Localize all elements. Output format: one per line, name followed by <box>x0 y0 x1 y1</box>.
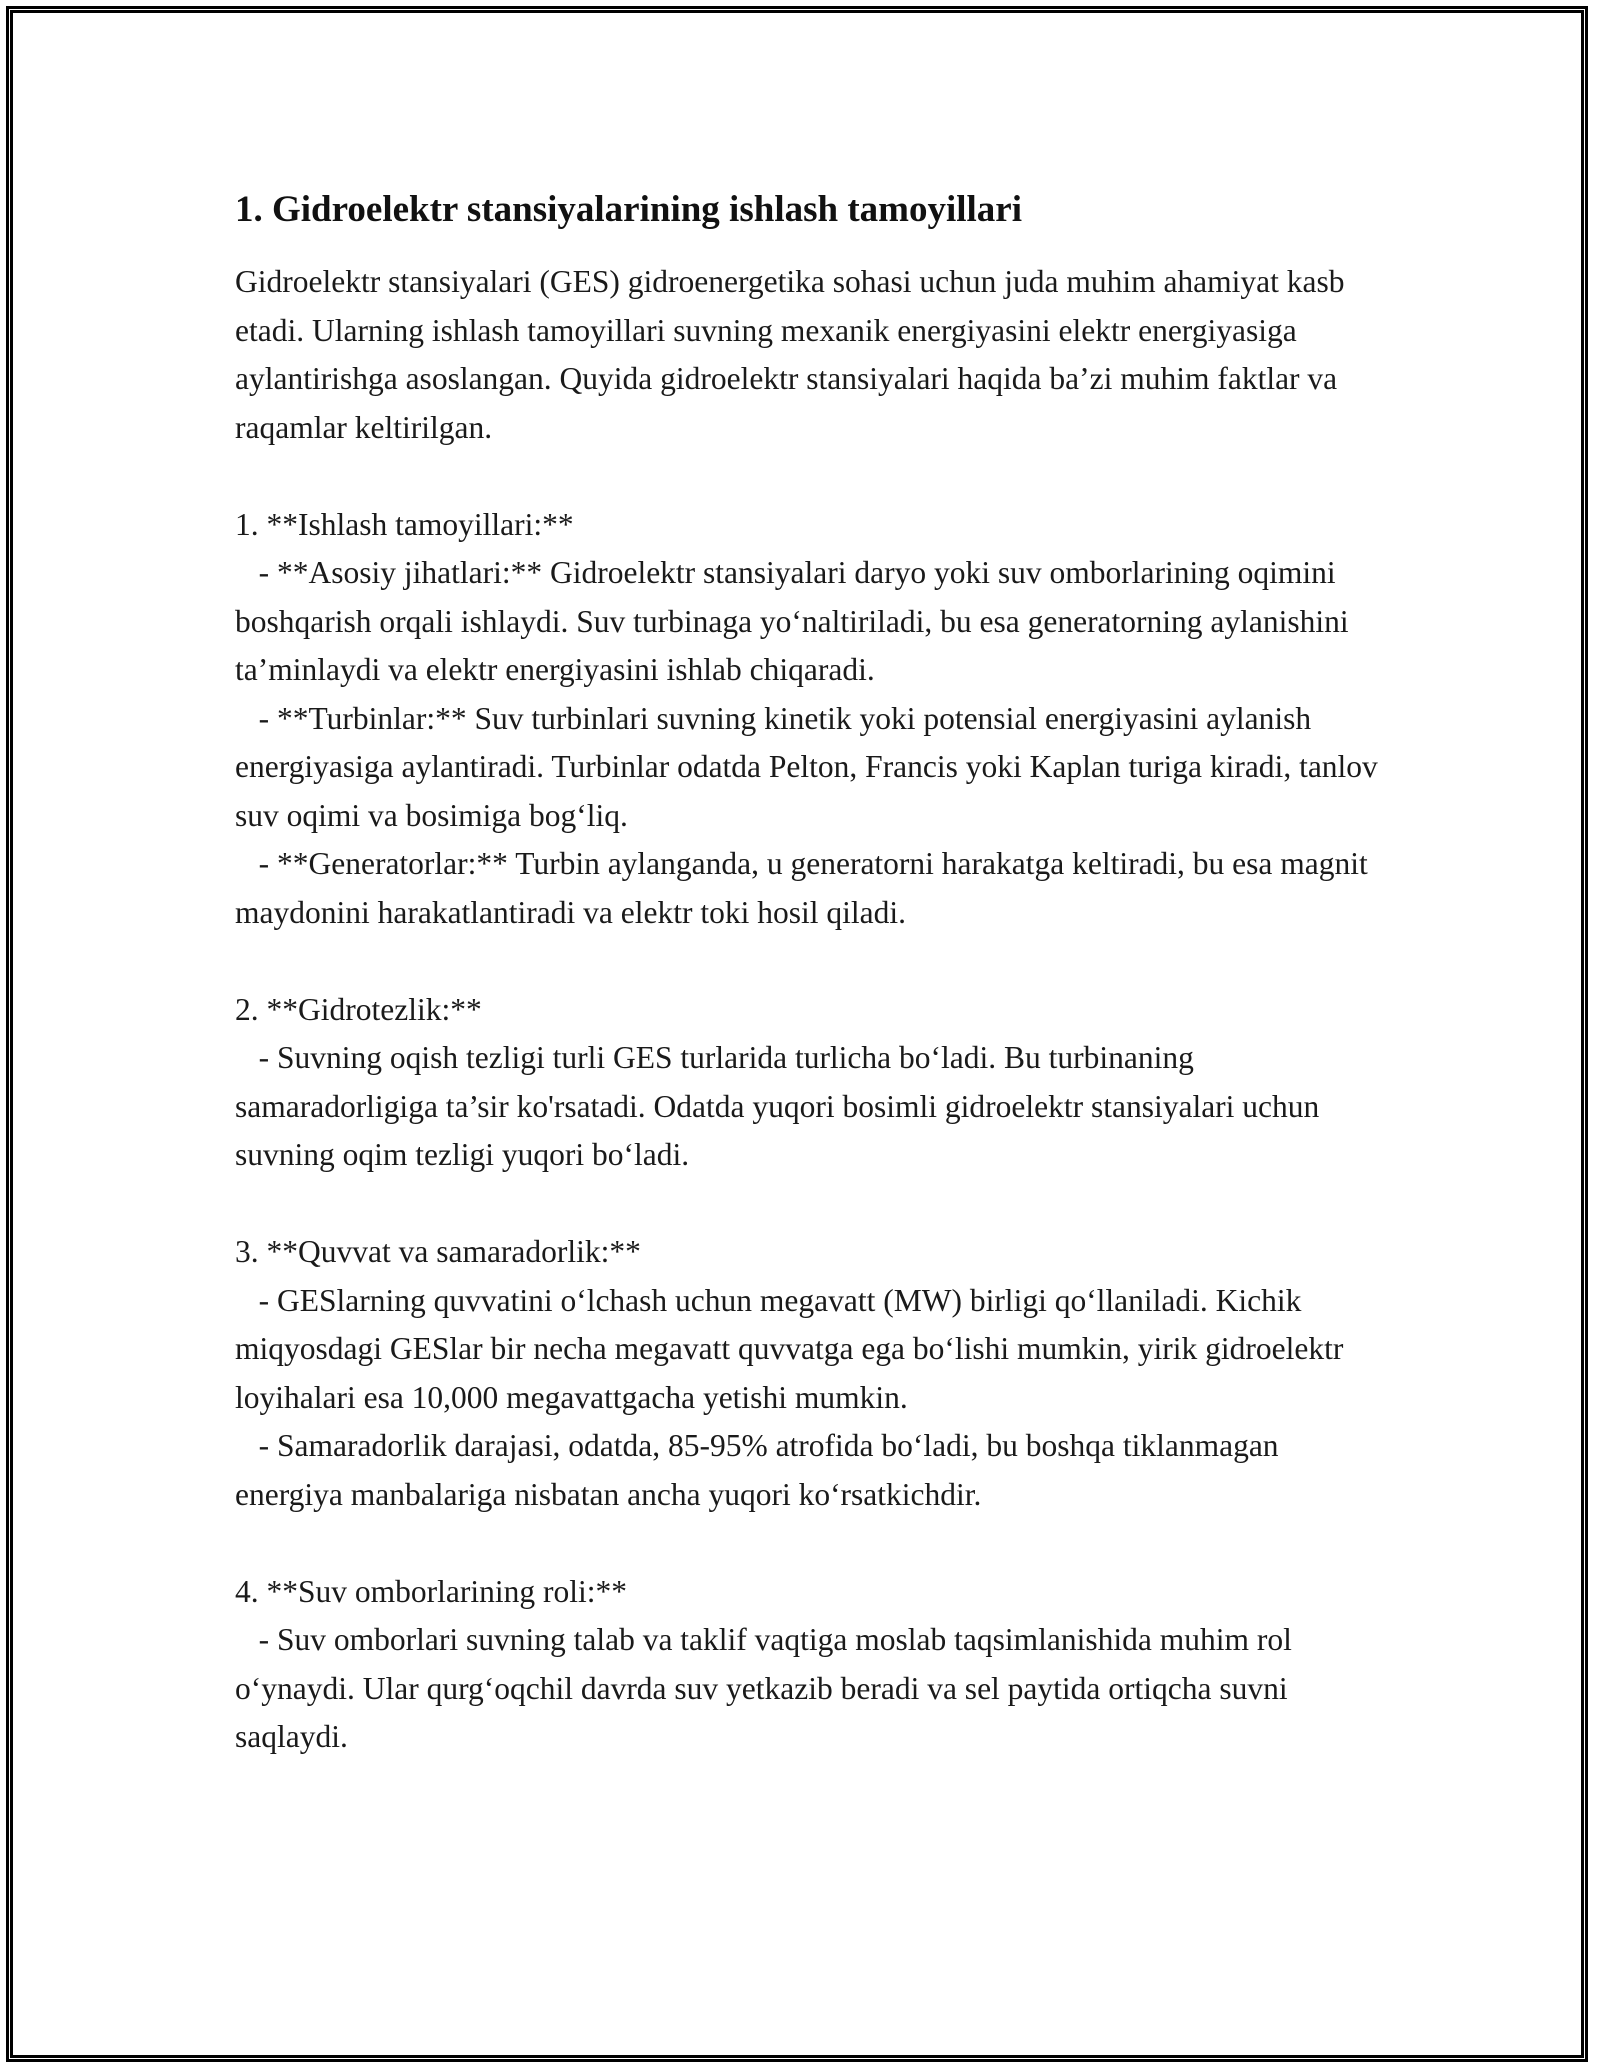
section-heading: 1. **Ishlash tamoyillari:** <box>235 506 574 542</box>
section-2 <box>235 986 1385 1180</box>
section-item: - GESlarning quvvatini o‘lchash uchun megavatt (MW) birligi qo‘llaniladi. Kichik miqyosdagi GESlar bir necha megavatt quvvatga ega bo‘lishi mumkin, yirik gidroelektr loyihalari esa 10,000 megavattgacha yetishi mumkin. <box>235 1282 1352 1415</box>
section-4 <box>235 1568 1385 1762</box>
section-item: - Samaradorlik darajasi, odatda, 85-95% atrofida bo‘ladi, bu boshqa tiklanmagan energiya manbalariga nisbatan ancha yuqori ko‘rsatkichdir. <box>235 1428 1287 1512</box>
intro-paragraph: Gidroelektr stansiyalari (GES) gidroenergetika sohasi uchun juda muhim ahamiyat kasb etadi. Ularning ishlash tamoyillari suvning mexanik energiyasini elektr energiyasiga aylantirishga asoslangan. Quyida gidroelektr stansiyalari haqida ba’zi muhim faktlar va raqamlar keltirilgan. <box>235 264 1353 445</box>
section-1 <box>235 501 1385 938</box>
spacer <box>235 1519 1385 1568</box>
section-heading: 4. **Suv omborlarining roli:** <box>235 1573 627 1609</box>
section-item: - Suv omborlari suvning talab va taklif vaqtiga moslab taqsimlanishida muhim rol o‘ynaydi. Ular qurg‘oqchil davrda suv yetkazib beradi va sel paytida ortiqcha suvni saqlaydi. <box>235 1622 1300 1754</box>
section-3 <box>235 1228 1385 1519</box>
document-title: 1. Gidroelektr stansiyalarining ishlash tamoyillari <box>235 189 1023 230</box>
section-heading: 3. **Quvvat va samaradorlik:** <box>235 1234 641 1269</box>
section-item: - Suvning oqish tezligi turli GES turlarida turlicha bo‘ladi. Bu turbinaning samaradorligiga ta’sir ko'rsatadi. Odatda yuqori bosimli gidroelektr stansiyalari uchun suvning oqim tezligi yuqori bo‘ladi. <box>235 1040 1328 1172</box>
document-body <box>235 186 1385 1762</box>
spacer <box>235 452 1385 501</box>
section-heading: 2. **Gidrotezlik:** <box>235 991 482 1027</box>
section-item: - **Generatorlar:** Turbin aylanganda, u generatorni harakatga keltiradi, bu esa magnit maydonini harakatlantiradi va elektr toki hosil qiladi. <box>235 846 1376 930</box>
section-item: - **Asosiy jihatlari:** Gidroelektr stansiyalari daryo yoki suv omborlarining oqimini boshqarish orqali ishlaydi. Suv turbinaga yo‘naltiriladi, bu esa generatorning aylanishini ta’minlaydi va elektr energiyasini ishlab chiqaradi. <box>235 555 1357 687</box>
section-item: - **Turbinlar:** Suv turbinlari suvning kinetik yoki potensial energiyasini aylanish energiyasiga aylantiradi. Turbinlar odatda Pelton, Francis yoki Kaplan turiga kiradi, tanlov suv oqimi va bosimiga bog‘liq. <box>235 700 1386 833</box>
spacer <box>235 937 1385 986</box>
spacer <box>235 1180 1385 1229</box>
